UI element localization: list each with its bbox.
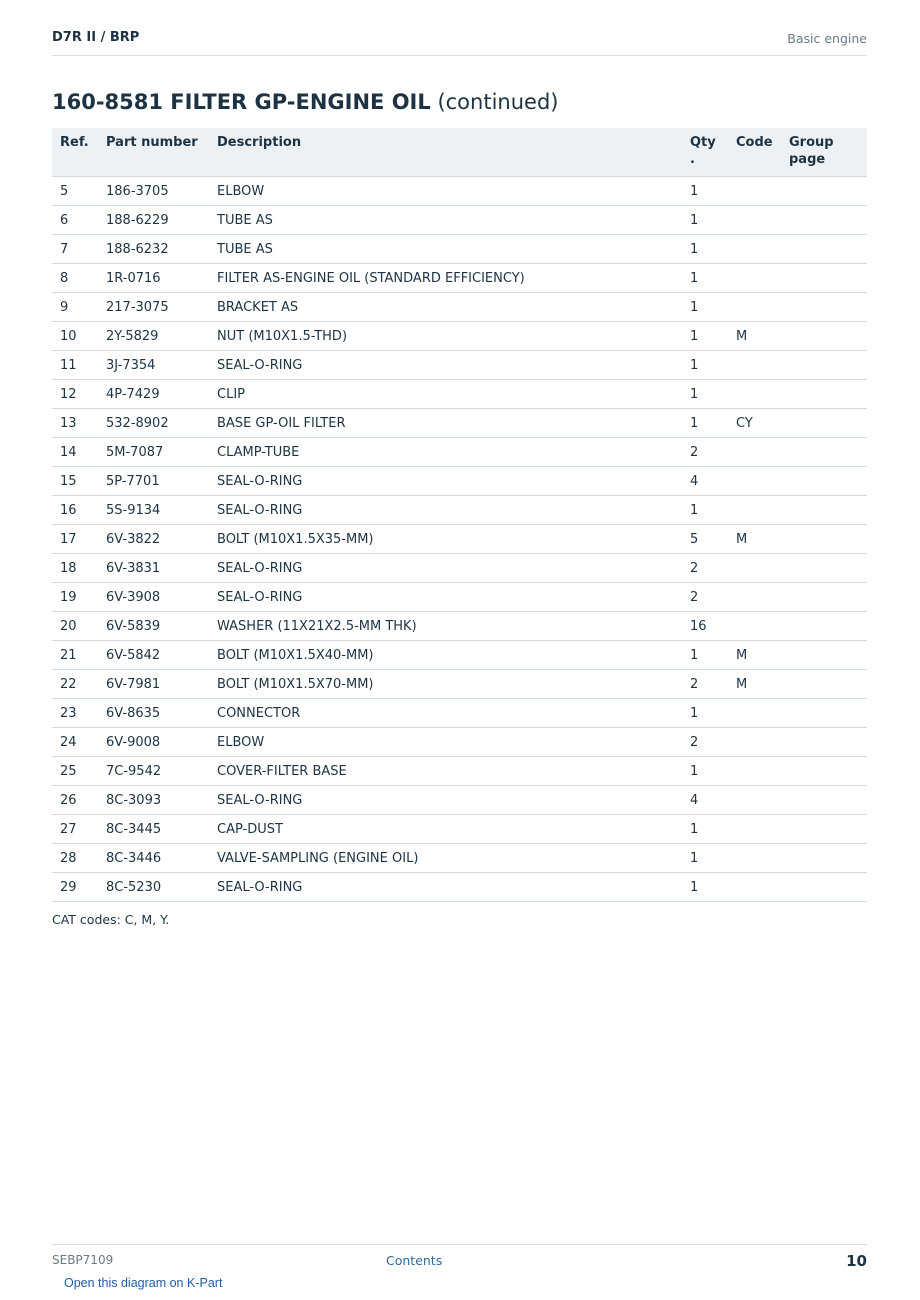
description-cell: SEAL-O-RING (209, 554, 682, 583)
group-page-cell (781, 177, 867, 206)
table-row (52, 786, 867, 815)
ref-cell: 27 (52, 815, 98, 844)
part-number-cell: 4P-7429 (98, 380, 209, 409)
group-page-cell (781, 351, 867, 380)
code-cell: CY (728, 409, 781, 438)
code-cell: M (728, 322, 781, 351)
table-row (52, 873, 867, 902)
part-number-cell: 6V-3831 (98, 554, 209, 583)
description-cell: BASE GP-OIL FILTER (209, 409, 682, 438)
code-cell (728, 351, 781, 380)
qty-cell: 2 (682, 583, 728, 612)
group-page-cell (781, 206, 867, 235)
col-header-group-page: Group page (781, 128, 867, 177)
group-page-cell (781, 583, 867, 612)
table-row (52, 670, 867, 699)
qty-cell: 1 (682, 496, 728, 525)
part-number-cell: 8C-5230 (98, 873, 209, 902)
group-page-cell (781, 670, 867, 699)
table-row (52, 554, 867, 583)
parts-table-body (52, 177, 867, 902)
qty-cell: 2 (682, 554, 728, 583)
table-row (52, 380, 867, 409)
group-page-cell (781, 873, 867, 902)
description-cell: CLIP (209, 380, 682, 409)
ref-cell: 16 (52, 496, 98, 525)
table-row (52, 235, 867, 264)
qty-cell: 5 (682, 525, 728, 554)
page-footer (52, 1244, 867, 1275)
table-row (52, 351, 867, 380)
part-number-cell: 1R-0716 (98, 264, 209, 293)
group-page-cell (781, 786, 867, 815)
page-title (52, 90, 558, 114)
col-header-part-number: Part number (98, 128, 209, 177)
qty-cell: 1 (682, 873, 728, 902)
group-page-cell (781, 699, 867, 728)
group-page-cell (781, 438, 867, 467)
description-cell: NUT (M10X1.5-THD) (209, 322, 682, 351)
page-number: 10 (846, 1252, 867, 1270)
qty-cell: 16 (682, 612, 728, 641)
group-page-cell (781, 293, 867, 322)
part-number-cell: 6V-3908 (98, 583, 209, 612)
cat-codes-note: CAT codes: C, M, Y. (52, 912, 170, 927)
description-cell: SEAL-O-RING (209, 351, 682, 380)
part-number-cell: 7C-9542 (98, 757, 209, 786)
description-cell: BOLT (M10X1.5X70-MM) (209, 670, 682, 699)
code-cell (728, 264, 781, 293)
qty-cell: 2 (682, 670, 728, 699)
col-header-qty: Qty . (682, 128, 728, 177)
ref-cell: 13 (52, 409, 98, 438)
table-row (52, 757, 867, 786)
ref-cell: 8 (52, 264, 98, 293)
description-cell: SEAL-O-RING (209, 467, 682, 496)
ref-cell: 24 (52, 728, 98, 757)
description-cell: CLAMP-TUBE (209, 438, 682, 467)
group-page-cell (781, 264, 867, 293)
table-row (52, 641, 867, 670)
description-cell: SEAL-O-RING (209, 873, 682, 902)
ref-cell: 20 (52, 612, 98, 641)
code-cell (728, 786, 781, 815)
part-number-cell: 5P-7701 (98, 467, 209, 496)
qty-cell: 1 (682, 699, 728, 728)
description-cell: VALVE-SAMPLING (ENGINE OIL) (209, 844, 682, 873)
description-cell: SEAL-O-RING (209, 786, 682, 815)
ref-cell: 6 (52, 206, 98, 235)
qty-cell: 1 (682, 264, 728, 293)
qty-cell: 4 (682, 467, 728, 496)
ref-cell: 5 (52, 177, 98, 206)
code-cell (728, 293, 781, 322)
description-cell: WASHER (11X21X2.5-MM THK) (209, 612, 682, 641)
group-page-cell (781, 641, 867, 670)
group-page-cell (781, 612, 867, 641)
table-row (52, 177, 867, 206)
part-number-cell: 6V-8635 (98, 699, 209, 728)
col-header-description: Description (209, 128, 682, 177)
qty-cell: 1 (682, 380, 728, 409)
part-number-cell: 6V-3822 (98, 525, 209, 554)
table-row (52, 728, 867, 757)
part-number-cell: 188-6232 (98, 235, 209, 264)
qty-cell: 1 (682, 322, 728, 351)
group-page-cell (781, 525, 867, 554)
table-header-row (52, 128, 867, 177)
ref-cell: 25 (52, 757, 98, 786)
ref-cell: 15 (52, 467, 98, 496)
qty-cell: 1 (682, 641, 728, 670)
code-cell (728, 728, 781, 757)
table-row (52, 438, 867, 467)
ref-cell: 18 (52, 554, 98, 583)
col-header-ref: Ref. (52, 128, 98, 177)
code-cell (728, 612, 781, 641)
group-page-cell (781, 322, 867, 351)
table-row (52, 496, 867, 525)
code-cell (728, 844, 781, 873)
page-header (52, 28, 867, 56)
qty-cell: 1 (682, 293, 728, 322)
model-breadcrumb: D7R II / BRP (52, 30, 140, 45)
code-cell (728, 206, 781, 235)
table-row (52, 583, 867, 612)
qty-cell: 4 (682, 786, 728, 815)
ref-cell: 23 (52, 699, 98, 728)
col-header-code: Code (728, 128, 781, 177)
group-page-cell (781, 496, 867, 525)
qty-cell: 1 (682, 409, 728, 438)
code-cell (728, 815, 781, 844)
description-cell: ELBOW (209, 728, 682, 757)
part-number-cell: 188-6229 (98, 206, 209, 235)
group-page-cell (781, 235, 867, 264)
table-row (52, 467, 867, 496)
part-number-cell: 6V-7981 (98, 670, 209, 699)
table-row (52, 293, 867, 322)
ref-cell: 22 (52, 670, 98, 699)
part-number-cell: 8C-3446 (98, 844, 209, 873)
code-cell: M (728, 670, 781, 699)
table-row (52, 612, 867, 641)
table-row (52, 815, 867, 844)
part-number-cell: 6V-9008 (98, 728, 209, 757)
ref-cell: 7 (52, 235, 98, 264)
ref-cell: 10 (52, 322, 98, 351)
part-number-cell: 186-3705 (98, 177, 209, 206)
title-suffix: (continued) (437, 90, 559, 114)
code-cell (728, 757, 781, 786)
table-row (52, 322, 867, 351)
qty-cell: 1 (682, 815, 728, 844)
part-number-cell: 2Y-5829 (98, 322, 209, 351)
group-page-cell (781, 815, 867, 844)
description-cell: FILTER AS-ENGINE OIL (STANDARD EFFICIENCY) (209, 264, 682, 293)
ref-cell: 9 (52, 293, 98, 322)
group-page-cell (781, 467, 867, 496)
ref-cell: 28 (52, 844, 98, 873)
table-row (52, 206, 867, 235)
description-cell: TUBE AS (209, 235, 682, 264)
parts-table (52, 128, 867, 902)
qty-cell: 2 (682, 728, 728, 757)
part-number-cell: 8C-3445 (98, 815, 209, 844)
table-row (52, 525, 867, 554)
code-cell (728, 873, 781, 902)
part-number-cell: 3J-7354 (98, 351, 209, 380)
table-row (52, 699, 867, 728)
contents-link[interactable]: Contents (386, 1253, 443, 1268)
code-cell (728, 554, 781, 583)
code-cell (728, 380, 781, 409)
description-cell: BOLT (M10X1.5X40-MM) (209, 641, 682, 670)
part-number-cell: 5M-7087 (98, 438, 209, 467)
part-number-cell: 8C-3093 (98, 786, 209, 815)
code-cell (728, 235, 781, 264)
description-cell: COVER-FILTER BASE (209, 757, 682, 786)
qty-cell: 1 (682, 757, 728, 786)
document-id: SEBP7109 (52, 1253, 114, 1267)
description-cell: ELBOW (209, 177, 682, 206)
description-cell: CAP-DUST (209, 815, 682, 844)
title-main: 160-8581 FILTER GP-ENGINE OIL (52, 90, 431, 114)
qty-cell: 1 (682, 177, 728, 206)
description-cell: BRACKET AS (209, 293, 682, 322)
description-cell: SEAL-O-RING (209, 496, 682, 525)
description-cell: SEAL-O-RING (209, 583, 682, 612)
description-cell: BOLT (M10X1.5X35-MM) (209, 525, 682, 554)
part-number-cell: 6V-5839 (98, 612, 209, 641)
part-number-cell: 217-3075 (98, 293, 209, 322)
ref-cell: 14 (52, 438, 98, 467)
table-row (52, 409, 867, 438)
group-page-cell (781, 380, 867, 409)
section-name: Basic engine (787, 31, 867, 46)
part-number-cell: 532-8902 (98, 409, 209, 438)
kpart-diagram-link[interactable]: Open this diagram on K-Part (64, 1276, 223, 1290)
group-page-cell (781, 757, 867, 786)
code-cell (728, 496, 781, 525)
code-cell: M (728, 641, 781, 670)
ref-cell: 12 (52, 380, 98, 409)
description-cell: CONNECTOR (209, 699, 682, 728)
table-row (52, 264, 867, 293)
qty-cell: 1 (682, 351, 728, 380)
ref-cell: 19 (52, 583, 98, 612)
code-cell (728, 583, 781, 612)
ref-cell: 26 (52, 786, 98, 815)
ref-cell: 17 (52, 525, 98, 554)
part-number-cell: 6V-5842 (98, 641, 209, 670)
part-number-cell: 5S-9134 (98, 496, 209, 525)
code-cell (728, 699, 781, 728)
code-cell (728, 177, 781, 206)
ref-cell: 29 (52, 873, 98, 902)
qty-cell: 1 (682, 235, 728, 264)
group-page-cell (781, 728, 867, 757)
qty-cell: 1 (682, 206, 728, 235)
code-cell (728, 467, 781, 496)
ref-cell: 21 (52, 641, 98, 670)
group-page-cell (781, 409, 867, 438)
code-cell: M (728, 525, 781, 554)
group-page-cell (781, 844, 867, 873)
ref-cell: 11 (52, 351, 98, 380)
qty-cell: 2 (682, 438, 728, 467)
description-cell: TUBE AS (209, 206, 682, 235)
group-page-cell (781, 554, 867, 583)
qty-cell: 1 (682, 844, 728, 873)
code-cell (728, 438, 781, 467)
table-row (52, 844, 867, 873)
